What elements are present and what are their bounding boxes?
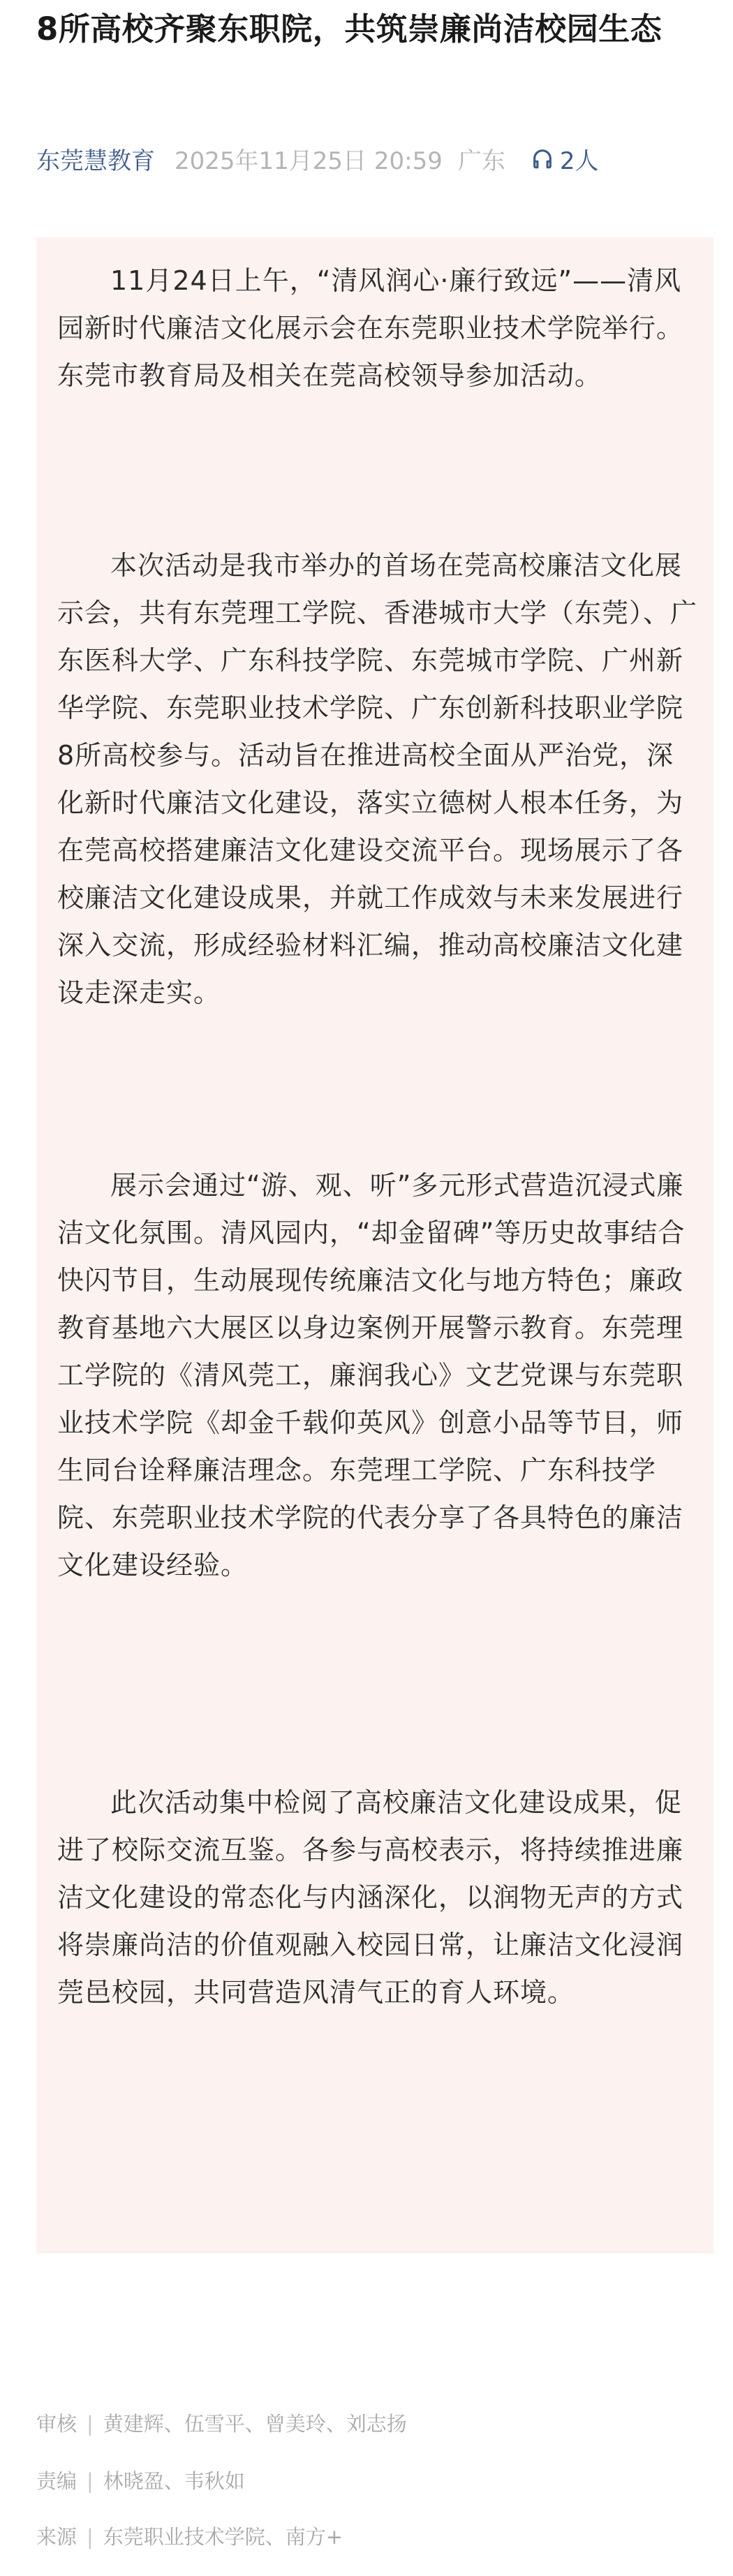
publish-datetime: 2025年11月25日 20:59 bbox=[175, 147, 443, 175]
paragraph-activities: 展示会通过“游、观、听”多元形式营造沉浸式廉洁文化氛围。清风园内，“却金留碑”等历史故事结合快闪节目，生动展现传统廉洁文化与地方特色；廉政教育基地六大展区以身边案例开展警示教育。东莞理工学院的《清风莞工，廉润我心》文艺党课与东莞职业技术学院《却金千载仰英风》创意小品等节目，师生同台诠释廉洁理念。东莞理工学院、广东科技学院、东莞职业技术学院的代表分享了各具特色的廉洁文化建设经验。 bbox=[57, 1170, 686, 1581]
headphones-icon bbox=[531, 147, 554, 170]
credit-separator: | bbox=[87, 2469, 94, 2493]
source-account-link[interactable]: 东莞慧教育 bbox=[36, 147, 155, 175]
credit-value: 林晓盈、韦秋如 bbox=[103, 2469, 245, 2493]
credit-separator: | bbox=[87, 2525, 94, 2549]
credit-value: 黄建辉、伍雪平、曾美玲、刘志扬 bbox=[103, 2412, 407, 2436]
credit-editor bbox=[36, 2466, 245, 2494]
article-meta bbox=[36, 141, 599, 176]
credit-source bbox=[36, 2522, 343, 2550]
listen-audio-button[interactable] bbox=[531, 142, 599, 176]
credit-label: 审核 bbox=[36, 2412, 77, 2436]
credit-reviewer bbox=[36, 2408, 407, 2437]
credit-value: 东莞职业技术学院、南方+ bbox=[103, 2525, 343, 2549]
credit-label: 责编 bbox=[36, 2469, 77, 2493]
paragraph-event-overview: 本次活动是我市举办的首场在莞高校廉洁文化展示会，共有东莞理工学院、香港城市大学（东莞）、广东医科大学、广东科技学院、东莞城市学院、广州新华学院、东莞职业技术学院、广东创新科技职业学院8所高校参与。活动旨在推进高校全面从严治党，深化新时代廉洁文化建设，落实立德树人根本任务，为在莞高校搭建廉洁文化建设交流平台。现场展示了各校廉洁文化建设成果，并就工作成效与未来发展进行深入交流，形成经验材料汇编，推动高校廉洁文化建设走深走实。 bbox=[57, 550, 698, 1008]
article-title: 8所高校齐聚东职院，共筑崇廉尚洁校园生态 bbox=[36, 10, 662, 47]
paragraph-intro: 11月24日上午，“清风润心·廉行致远”——清风园新时代廉洁文化展示会在东莞职业技术学院举行。东莞市教育局及相关在莞高校领导参加活动。 bbox=[57, 265, 684, 391]
publish-region: 广东 bbox=[457, 147, 505, 175]
article-content-box bbox=[36, 237, 713, 2253]
listener-count: 2人 bbox=[559, 147, 599, 175]
paragraph-conclusion: 此次活动集中检阅了高校廉洁文化建设成果，促进了校际交流互鉴。各参与高校表示，将持续推进廉洁文化建设的常态化与内涵深化，以润物无声的方式将崇廉尚洁的价值观融入校园日常，让廉洁文化浸润莞邑校园，共同营造风清气正的育人环境。 bbox=[57, 1787, 684, 2008]
credit-label: 来源 bbox=[36, 2525, 77, 2549]
credit-separator: | bbox=[87, 2412, 94, 2436]
